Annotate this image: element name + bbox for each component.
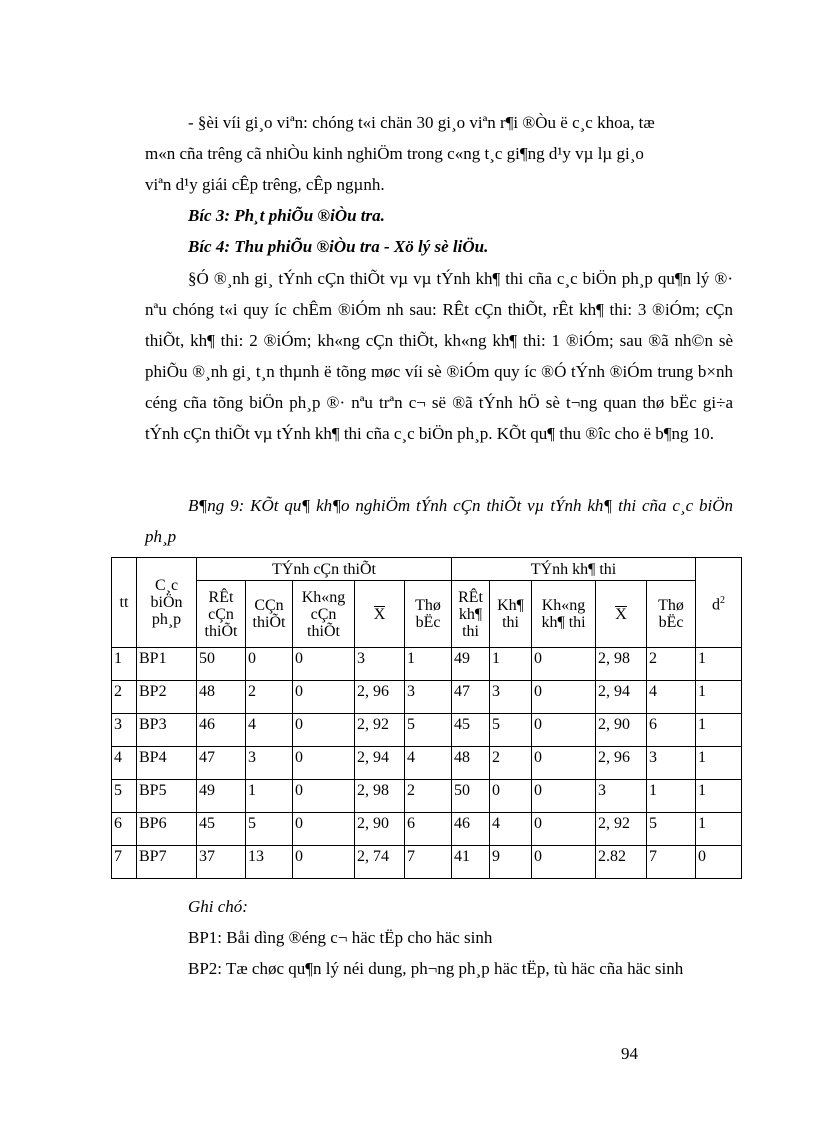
table-cell: 1 <box>647 780 696 813</box>
table-cell: 6 <box>112 813 137 846</box>
header-tt: tt <box>112 558 137 648</box>
table-row <box>112 648 742 681</box>
table-cell: 6 <box>647 714 696 747</box>
results-table <box>111 557 742 879</box>
table-cell: 49 <box>452 648 490 681</box>
table-cell: 47 <box>452 681 490 714</box>
table-cell: 2, 92 <box>596 813 647 846</box>
table-cell: 0 <box>532 648 596 681</box>
table-cell: 4 <box>647 681 696 714</box>
header-rank-necessity: Thø bËc <box>405 581 452 648</box>
header-feasible: Kh¶ thi <box>490 581 532 648</box>
table-cell: 0 <box>532 813 596 846</box>
table-cell: BP5 <box>137 780 197 813</box>
table-cell: 2 <box>405 780 452 813</box>
table-cell: 1 <box>490 648 532 681</box>
header-mean-necessity: X <box>355 581 405 648</box>
table-cell: 1 <box>696 714 742 747</box>
header-mean-feasibility: X <box>596 581 647 648</box>
table-row <box>112 747 742 780</box>
table-cell: 2, 98 <box>596 648 647 681</box>
table-row <box>112 846 742 879</box>
table-cell: 2, 96 <box>355 681 405 714</box>
table-cell: 4 <box>490 813 532 846</box>
table-caption: B¶ng 9: KÕt qu¶ kh¶o nghiÖm tÝnh cÇn thiÕt vµ tÝnh kh¶ thi cña c¸c biÖn ph¸p <box>145 496 733 546</box>
table-cell: 3 <box>596 780 647 813</box>
notes-title: Ghi chó: <box>188 897 248 916</box>
header-very-feasible: RÊt kh¶ thi <box>452 581 490 648</box>
table-cell: 50 <box>452 780 490 813</box>
table-cell: 41 <box>452 846 490 879</box>
table-cell: BP1 <box>137 648 197 681</box>
table-cell: 5 <box>112 780 137 813</box>
paragraph-evaluation-method: §Ó ®¸nh gi¸ tÝnh cÇn thiÕt vµ vµ tÝnh kh¶ thi cña c¸c biÖn ph¸p qu¶n lý ®· nªu chóng t«i quy íc chÊm ®iÓm nh sau: RÊt cÇn thiÕt, rÊt kh¶ thi: 3 ®iÓm; cÇn thiÕt, kh¶ thi: 2 ®iÓm; kh«ng cÇn thiÕt, kh«ng kh¶ thi: 1 ®iÓm; sau ®ã nh©n sè phiÕu ®¸nh gi¸ t¸n thµnh ë tõng møc víi sè ®iÓm quy íc ®Ó tÝnh ®iÓm trung b×nh céng cña tõng biÖn ph¸p ®· nªu trªn c¬ së ®ã tÝnh hÖ sè t¬ng quan thø bËc gi÷a tÝnh cÇn thiÕt vµ tÝnh kh¶ thi cña c¸c biÖn ph¸p. KÕt qu¶ thu ®îc cho ë b¶ng 10. <box>145 269 733 443</box>
table-cell: BP7 <box>137 846 197 879</box>
table-cell: 46 <box>197 714 246 747</box>
header-very-necessary: RÊt cÇn thiÕt <box>197 581 246 648</box>
table-cell: 3 <box>490 681 532 714</box>
table-cell: 5 <box>405 714 452 747</box>
table-cell: 0 <box>532 747 596 780</box>
header-necessary: CÇn thiÕt <box>246 581 293 648</box>
table-cell: 2, 90 <box>596 714 647 747</box>
table-cell: 0 <box>532 714 596 747</box>
table-cell: BP6 <box>137 813 197 846</box>
table-cell: 47 <box>197 747 246 780</box>
table-cell: 7 <box>647 846 696 879</box>
step-4-heading: Bíc 4: Thu phiÕu ®iÒu tra - Xö lý sè liÖu. <box>188 237 489 256</box>
table-cell: 1 <box>696 813 742 846</box>
table-cell: 2, 92 <box>355 714 405 747</box>
table-cell: 1 <box>696 780 742 813</box>
table-cell: 4 <box>405 747 452 780</box>
table-cell: 46 <box>452 813 490 846</box>
table-cell: 2, 74 <box>355 846 405 879</box>
table-cell: 2, 90 <box>355 813 405 846</box>
table-cell: 48 <box>197 681 246 714</box>
table-cell: 0 <box>532 681 596 714</box>
table-row <box>112 813 742 846</box>
table-cell: BP2 <box>137 681 197 714</box>
table-cell: 0 <box>532 846 596 879</box>
table-cell: 0 <box>293 747 355 780</box>
table-cell: 2, 98 <box>355 780 405 813</box>
table-cell: 0 <box>293 681 355 714</box>
table-cell: 5 <box>490 714 532 747</box>
paragraph-teachers-line-1: - §èi víi gi¸o viªn: chóng t«i chän 30 gi¸o viªn r¶i ®Òu ë c¸c khoa, tæ <box>188 113 655 132</box>
table-cell: 2 <box>490 747 532 780</box>
table-cell: 2 <box>647 648 696 681</box>
table-cell: 7 <box>112 846 137 879</box>
table-cell: 0 <box>532 780 596 813</box>
table-cell: 0 <box>246 648 293 681</box>
table-cell: 5 <box>647 813 696 846</box>
table-cell: 0 <box>490 780 532 813</box>
table-cell: 37 <box>197 846 246 879</box>
table-cell: 3 <box>355 648 405 681</box>
table-cell: 7 <box>405 846 452 879</box>
table-cell: 0 <box>696 846 742 879</box>
table-cell: 0 <box>293 648 355 681</box>
page-number: 94 <box>621 1044 638 1063</box>
table-cell: 0 <box>293 714 355 747</box>
header-d2: $d^2$ <box>696 558 742 648</box>
table-cell: 3 <box>647 747 696 780</box>
table-cell: 1 <box>696 681 742 714</box>
table-cell: 3 <box>405 681 452 714</box>
table-cell: 1 <box>696 747 742 780</box>
paragraph-teachers-line-3: viªn d¹y giái cÊp trêng, cÊp ngµnh. <box>145 175 385 194</box>
table-cell: 1 <box>405 648 452 681</box>
table-cell: 9 <box>490 846 532 879</box>
table-row <box>112 780 742 813</box>
table-cell: BP3 <box>137 714 197 747</box>
table-cell: 3 <box>246 747 293 780</box>
table-cell: 2.82 <box>596 846 647 879</box>
table-cell: 2 <box>112 681 137 714</box>
table-cell: 2, 94 <box>355 747 405 780</box>
table-cell: BP4 <box>137 747 197 780</box>
table-cell: 2, 94 <box>596 681 647 714</box>
table-cell: 45 <box>197 813 246 846</box>
header-rank-feasibility: Thø bËc <box>647 581 696 648</box>
table-cell: 4 <box>112 747 137 780</box>
table-cell: 48 <box>452 747 490 780</box>
table-cell: 5 <box>246 813 293 846</box>
table-cell: 49 <box>197 780 246 813</box>
header-not-necessary: Kh«ng cÇn thiÕt <box>293 581 355 648</box>
header-not-feasible: Kh«ng kh¶ thi <box>532 581 596 648</box>
table-cell: 3 <box>112 714 137 747</box>
table-cell: 13 <box>246 846 293 879</box>
table-cell: 1 <box>112 648 137 681</box>
table-cell: 0 <box>293 846 355 879</box>
table-cell: 50 <box>197 648 246 681</box>
step-3-heading: Bíc 3: Ph¸t phiÕu ®iÒu tra. <box>188 206 385 225</box>
header-measure: C¸c biÖn ph¸p <box>137 558 197 648</box>
table-cell: 1 <box>696 648 742 681</box>
header-necessity-group: TÝnh cÇn thiÕt <box>197 558 452 581</box>
note-bp1: BP1: Båi dìng ®éng c¬ häc tËp cho häc sinh <box>188 928 493 947</box>
table-cell: 2, 96 <box>596 747 647 780</box>
table-cell: 2 <box>246 681 293 714</box>
table-cell: 0 <box>293 780 355 813</box>
table-cell: 4 <box>246 714 293 747</box>
table-cell: 45 <box>452 714 490 747</box>
note-bp2: BP2: Tæ chøc qu¶n lý néi dung, ph¬ng ph¸p häc tËp, tù häc cña häc sinh <box>188 959 684 978</box>
table-cell: 1 <box>246 780 293 813</box>
table-row <box>112 681 742 714</box>
table-row <box>112 714 742 747</box>
table-cell: 6 <box>405 813 452 846</box>
paragraph-teachers-line-2: m«n cña trêng cã nhiÒu kinh nghiÖm trong c«ng t¸c gi¶ng d¹y vµ lµ gi¸o <box>145 144 644 163</box>
table-cell: 0 <box>293 813 355 846</box>
header-feasibility-group: TÝnh kh¶ thi <box>452 558 696 581</box>
